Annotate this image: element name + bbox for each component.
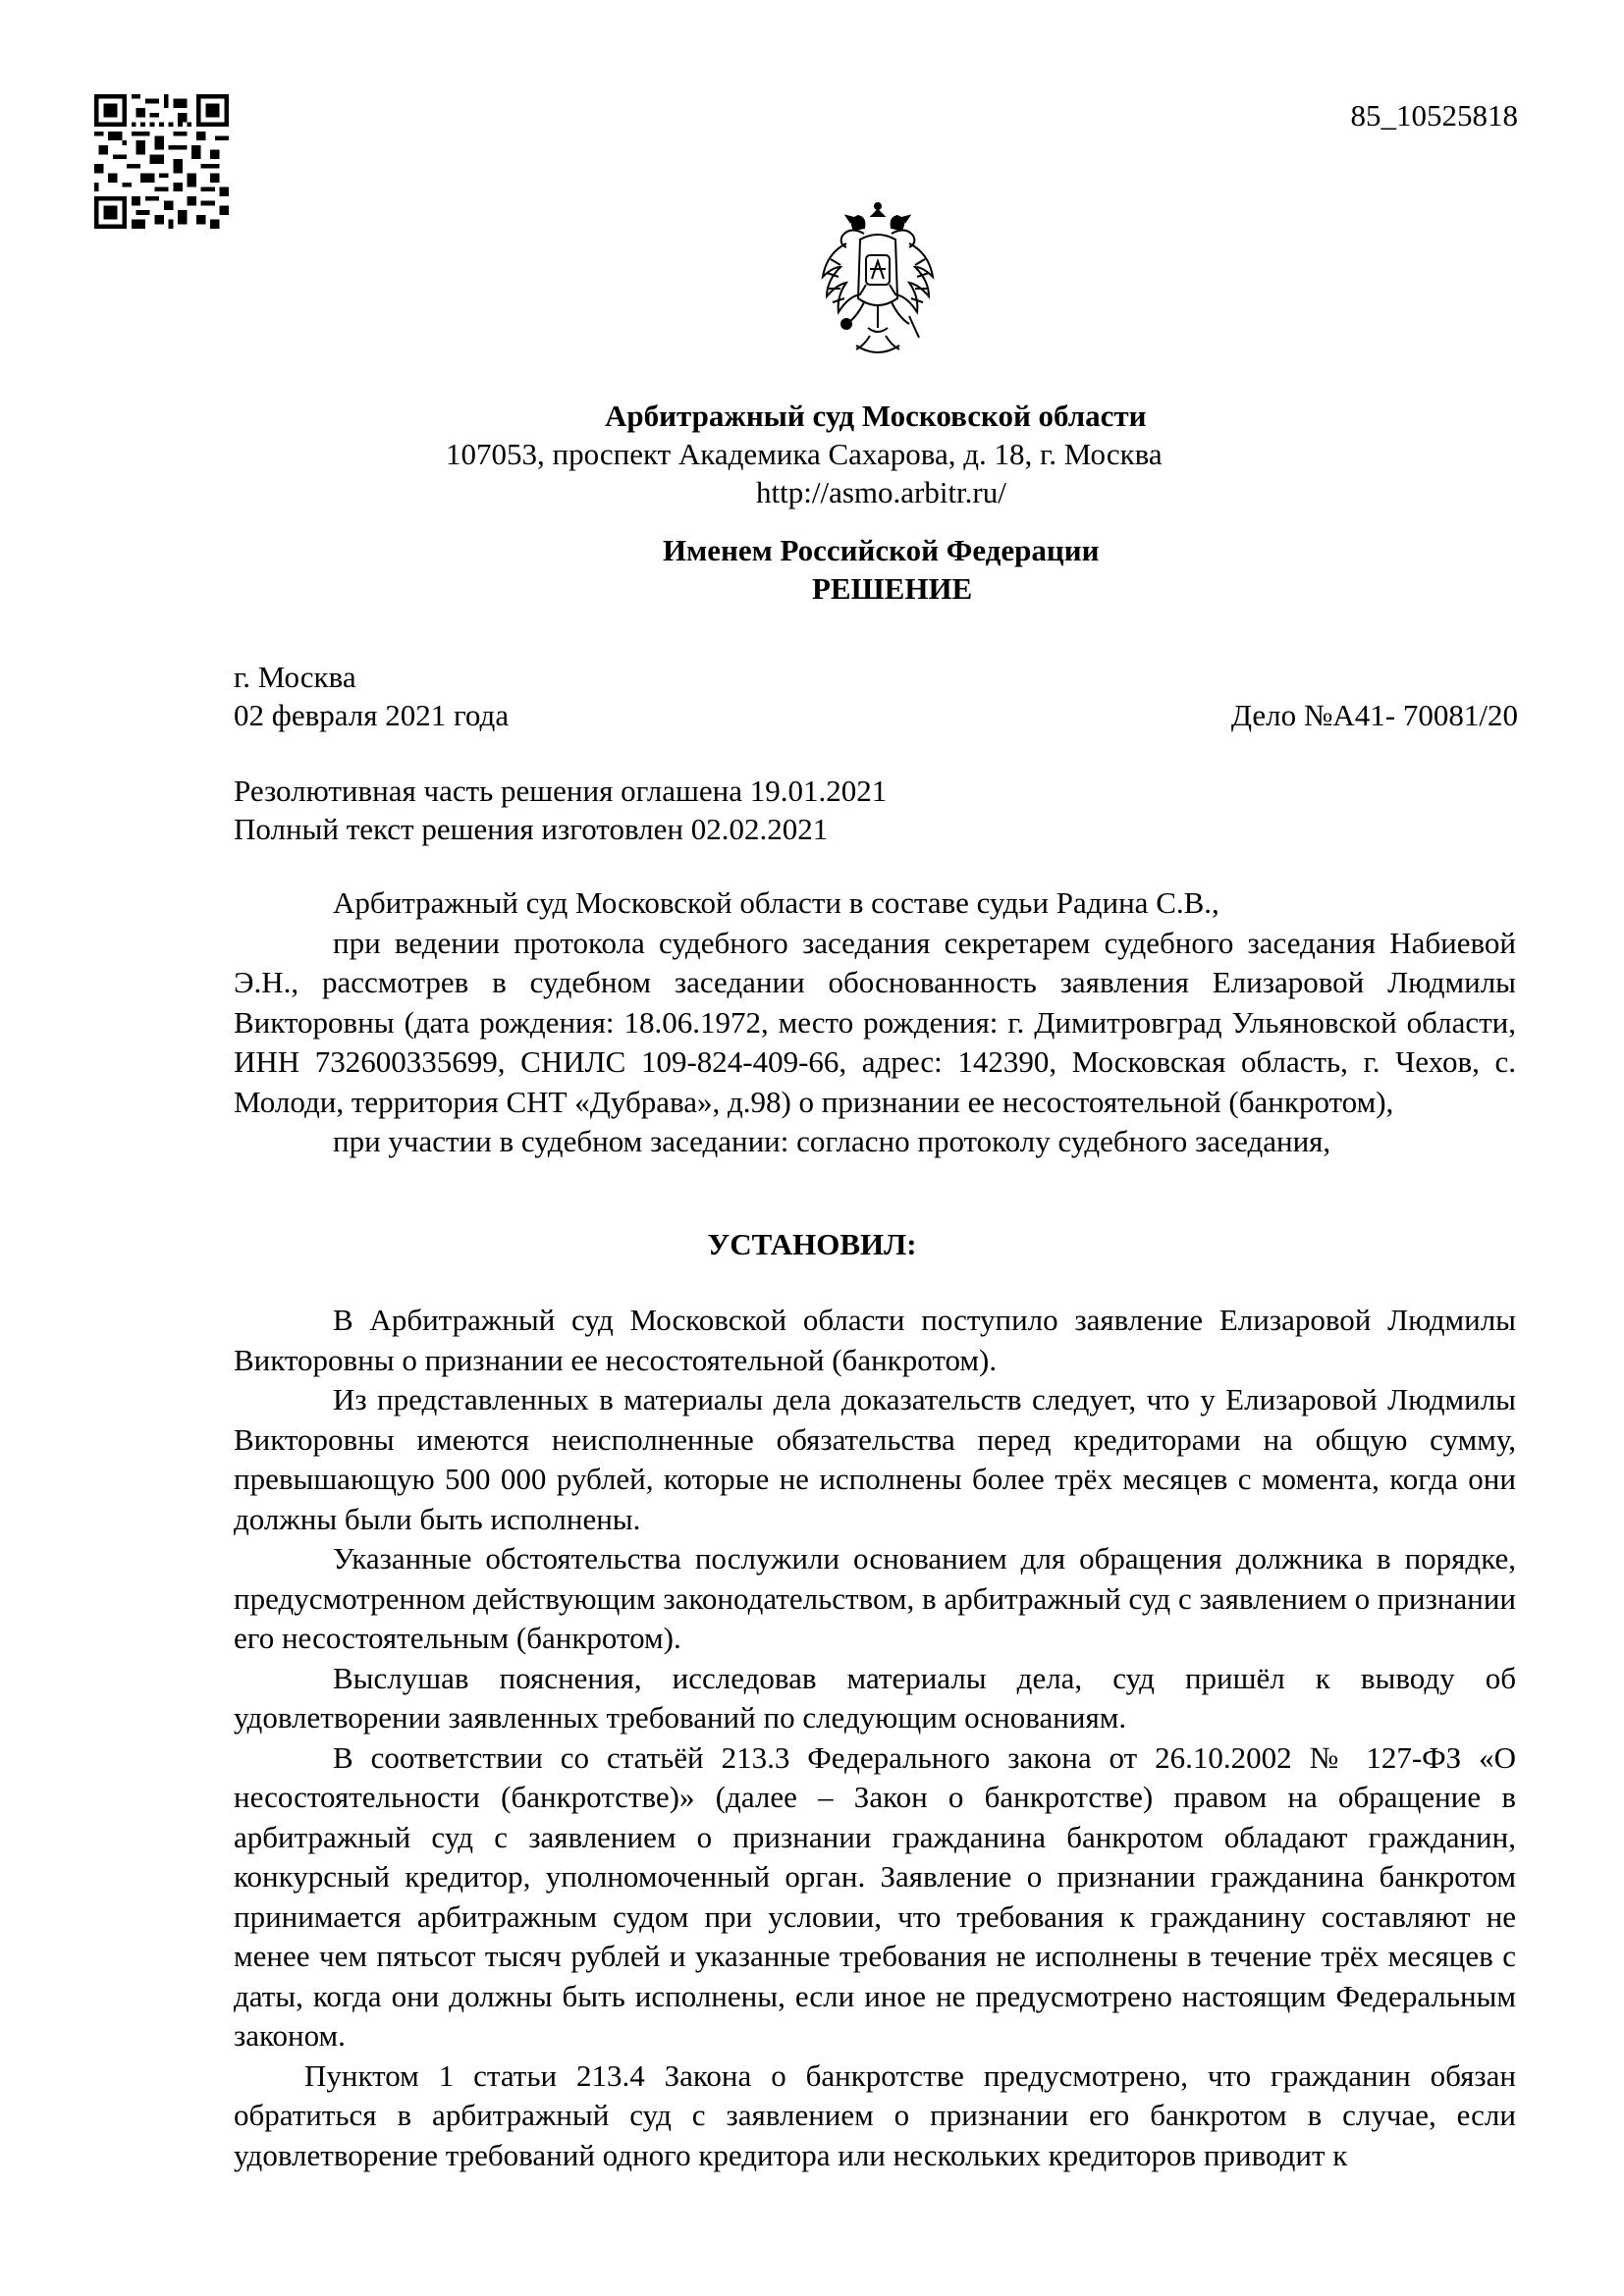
court-name: Арбитражный суд Московской области	[605, 399, 1147, 433]
case-number: Дело №А41- 70081/20	[1230, 698, 1518, 732]
court-address: 107053, проспект Академика Сахарова, д. 18, г. Москва	[446, 437, 1163, 471]
document-number: 85_10525818	[1350, 98, 1518, 133]
qr-code-icon	[94, 94, 229, 229]
intro-paragraph: при ведении протокола судебного заседания секретарем судебного заседания Набиевой Э.Н., рассмотрев в судебном заседании обоснованность заявления Елизаровой Людмилы Викторовны (дата рождения: 18.06.1972, место рождения: г. Димитровград Ульяновской области, ИНН 732600335699, СНИЛС 109-824-409-66, адрес: 142390, Московская область, г. Чехов, с. Молоди, территория СНТ «Дубрава», д.98) о признании ее несостоятельной (банкротом),	[234, 925, 1516, 1119]
body-section	[234, 1301, 1516, 2175]
body-paragraph: Пунктом 1 статьи 213.4 Закона о банкротстве предусмотрено, что гражданин обязан обратиться в арбитражный суд с заявлением о признании его банкротом в случае, если удовлетворение требований одного кредитора или нескольких кредиторов приводит к	[234, 2057, 1516, 2172]
intro-section	[234, 883, 1516, 1162]
body-paragraph: В Арбитражный суд Московской области поступило заявление Елизаровой Людмилы Викторовны о признании ее несостоятельной (банкротом).	[234, 1303, 1516, 1377]
decision-heading: РЕШЕНИЕ	[812, 571, 973, 606]
full-text-date: Полный текст решения изготовлен 02.02.2021	[234, 812, 829, 846]
in-name-of-heading: Именем Российской Федерации	[663, 533, 1100, 567]
coat-of-arms-icon	[811, 200, 945, 359]
intro-paragraph: Арбитражный суд Московской области в составе судьи Радина С.В.,	[333, 885, 1219, 920]
body-paragraph: Указанные обстоятельства послужили основанием для обращения должника в порядке, предусмотренном действующим законодательством, в арбитражный суд с заявлением о признании его несостоятельным (банкротом).	[234, 1541, 1516, 1655]
city: г. Москва	[234, 660, 356, 694]
body-paragraph: Выслушав пояснения, исследовав материалы дела, суд пришёл к выводу об удовлетворении заявленных требований по следующим основаниям.	[234, 1660, 1516, 1735]
established-heading: УСТАНОВИЛ:	[707, 1227, 917, 1261]
intro-paragraph: при участии в судебном заседании: согласно протоколу судебного заседания,	[333, 1124, 1331, 1158]
body-paragraph: В соответствии со статьёй 213.3 Федерального закона от 26.10.2002 № 127-ФЗ «О несостоятельности (банкротстве)» (далее – Закон о банкротстве) правом на обращение в арбитражный суд с заявлением о признании гражданина банкротом обладают гражданин, конкурсный кредитор, уполномоченный орган. Заявление о признании гражданина банкротом принимается арбитражным судом при условии, что требования к гражданину составляют не менее чем пятьсот тысяч рублей и указанные требования не исполнены в течение трёх месяцев с даты, когда они должны быть исполнены, если иное не предусмотрено настоящим Федеральным законом.	[234, 1739, 1516, 2053]
decision-date: 02 февраля 2021 года	[234, 698, 510, 732]
body-paragraph: Из представленных в материалы дела доказательств следует, что у Елизаровой Людмилы Викторовны имеются неисполненные обязательства перед кредиторами на общую сумму, превышающую 500 000 рублей, которые не исполнены более трёх месяцев с момента, когда они должны были быть исполнены.	[234, 1382, 1516, 1536]
operative-part-date: Резолютивная часть решения оглашена 19.01.2021	[234, 774, 888, 808]
court-url[interactable]: http://asmo.arbitr.ru/	[756, 475, 1006, 509]
